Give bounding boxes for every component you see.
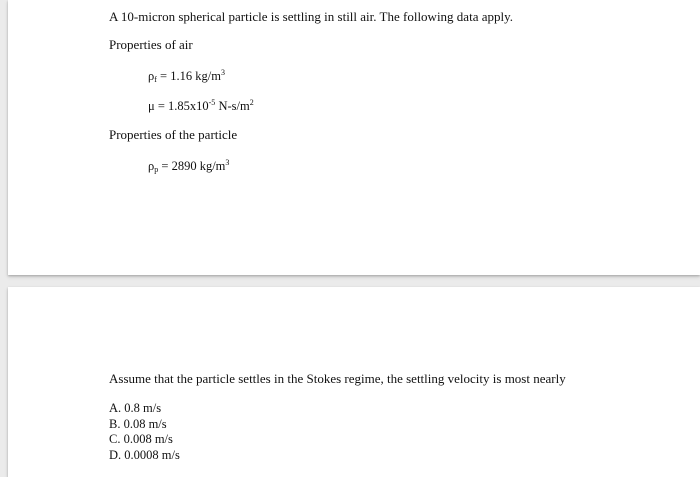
fluid-density-value: 1.16 kg/m [170, 69, 221, 83]
fluid-density-formula [148, 68, 225, 84]
viscosity-unit-exponent: 2 [249, 98, 254, 107]
answer-option-d[interactable]: D. 0.0008 m/s [109, 447, 180, 462]
air-properties-heading: Properties of air [109, 37, 193, 52]
equals-sign: = [154, 99, 169, 113]
answer-option-a[interactable]: A. 0.8 m/s [109, 401, 162, 415]
answer-options-list [109, 401, 180, 463]
viscosity-unit: N-s/m [215, 99, 250, 113]
particle-density-value: 2890 kg/m [171, 159, 226, 173]
particle-subscript: p [154, 165, 159, 174]
fluid-subscript: f [154, 75, 157, 84]
viscosity-exponent: -5 [208, 98, 216, 107]
answer-option-c[interactable]: C. 0.008 m/s [109, 432, 173, 446]
question-panel [8, 287, 700, 477]
particle-density-formula [148, 158, 229, 174]
particle-properties-heading: Properties of the particle [109, 127, 238, 142]
answer-option-b[interactable]: B. 0.08 m/s [109, 416, 167, 431]
question-text: Assume that the particle settles in the Stokes regime, the settling velocity is most nearly [109, 371, 566, 386]
viscosity-value: 1.85x10 [168, 99, 209, 113]
problem-intro-text: A 10-micron spherical particle is settling in still air. The following data apply. [109, 9, 513, 24]
equals-sign: = [158, 159, 172, 173]
mu-symbol: μ [148, 99, 155, 113]
problem-statement-panel [8, 0, 700, 275]
rho-symbol: ρ [148, 159, 155, 173]
equals-sign: = [156, 69, 171, 83]
rho-symbol: ρ [148, 69, 155, 83]
particle-density-exponent: 3 [225, 158, 230, 167]
viscosity-formula [148, 98, 254, 114]
fluid-density-exponent: 3 [220, 68, 225, 77]
